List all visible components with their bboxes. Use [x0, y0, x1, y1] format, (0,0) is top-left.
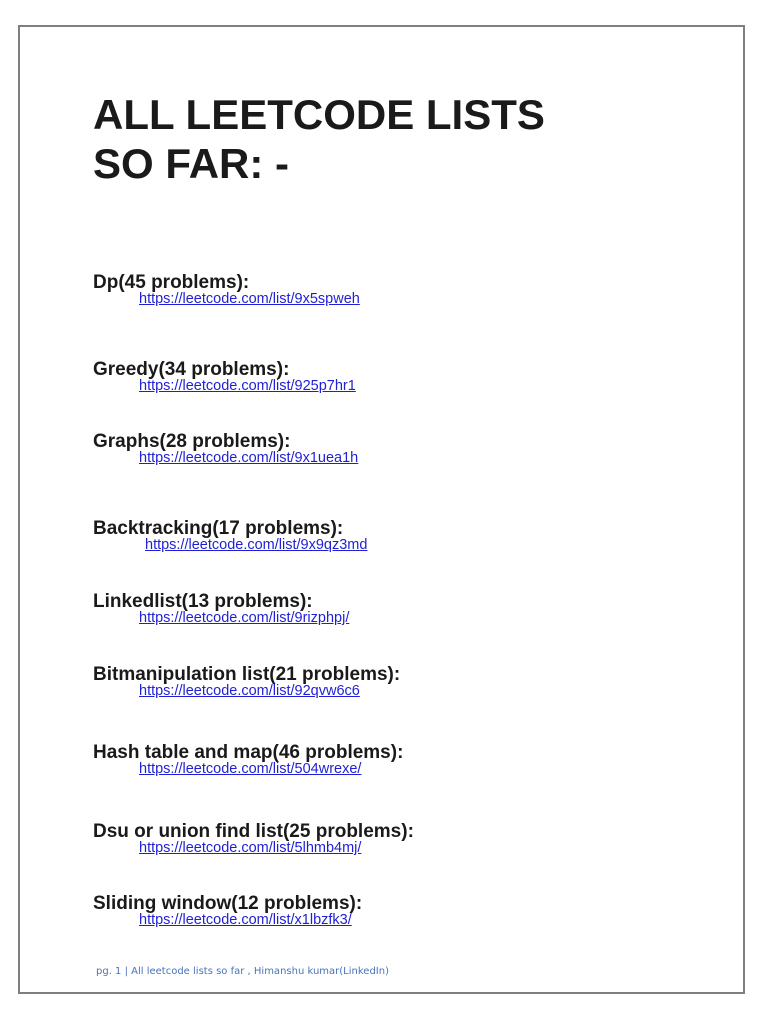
entry-link[interactable]: https://leetcode.com/list/925p7hr1 — [139, 378, 356, 394]
entry-link[interactable]: https://leetcode.com/list/92qvw6c6 — [139, 683, 360, 699]
entry-link[interactable]: https://leetcode.com/list/9rizphpj/ — [139, 610, 350, 626]
list-entry-graphs — [93, 431, 358, 467]
list-entry-hash-table — [93, 742, 403, 778]
list-entry-dsu — [93, 821, 414, 857]
entry-link[interactable]: https://leetcode.com/list/x1lbzfk3/ — [139, 912, 352, 928]
list-entry-sliding-window — [93, 893, 362, 929]
entry-heading: Backtracking(17 problems): — [93, 518, 344, 539]
page-title-line-2: SO FAR: - — [93, 140, 289, 187]
entry-heading: Hash table and map(46 problems): — [93, 742, 404, 763]
entry-heading: Greedy(34 problems): — [93, 359, 290, 380]
entry-heading: Sliding window(12 problems): — [93, 893, 363, 914]
entry-heading: Dsu or union find list(25 problems): — [93, 821, 414, 842]
entry-heading: Linkedlist(13 problems): — [93, 591, 313, 612]
list-entry-dp — [93, 272, 360, 308]
list-entry-backtracking — [93, 518, 367, 554]
page-title — [93, 90, 653, 188]
entry-link[interactable]: https://leetcode.com/list/9x1uea1h — [139, 450, 359, 466]
list-entry-linkedlist — [93, 591, 349, 627]
list-entry-bitmanipulation — [93, 664, 400, 700]
page-title-line-1: ALL LEETCODE LISTS — [93, 91, 545, 138]
page-footer: pg. 1 | All leetcode lists so far , Himanshu kumar(LinkedIn) — [96, 966, 389, 977]
entry-heading: Dp(45 problems): — [93, 272, 250, 293]
entry-link[interactable]: https://leetcode.com/list/504wrexe/ — [139, 761, 362, 777]
entry-link[interactable]: https://leetcode.com/list/9x9qz3md — [145, 537, 368, 553]
entry-link[interactable]: https://leetcode.com/list/9x5spweh — [139, 291, 360, 307]
entry-heading: Bitmanipulation list(21 problems): — [93, 664, 401, 685]
entry-heading: Graphs(28 problems): — [93, 431, 291, 452]
entry-link[interactable]: https://leetcode.com/list/5lhmb4mj/ — [139, 840, 362, 856]
list-entry-greedy — [93, 359, 356, 395]
